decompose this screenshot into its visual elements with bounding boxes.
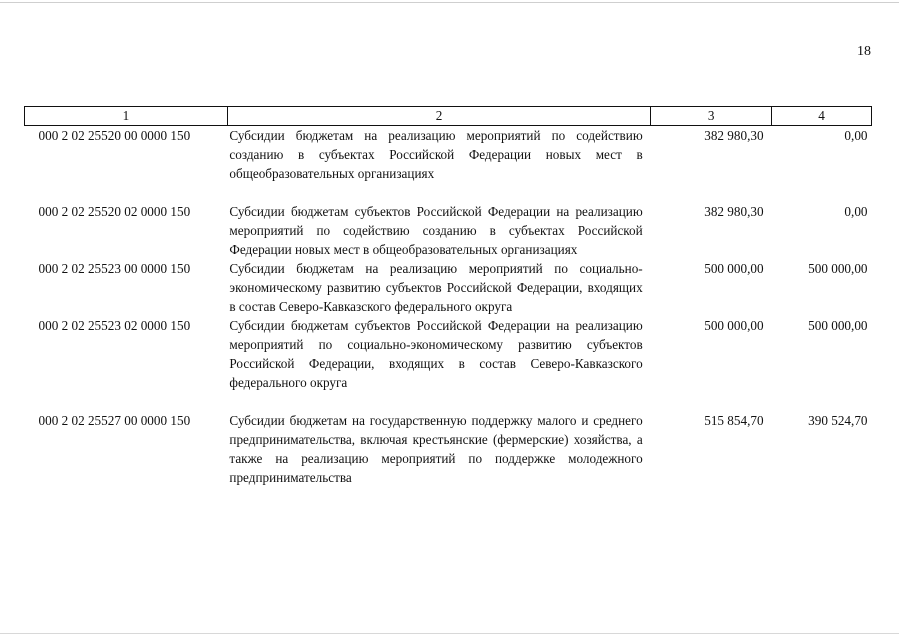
amount-column-3: 382 980,30 [704, 204, 764, 219]
budget-code: 000 2 02 25520 00 0000 150 [38, 128, 191, 143]
amount-column-4: 500 000,00 [808, 261, 868, 276]
row-description: Субсидии бюджетам субъектов Российской Федерации на реализацию мероприятий по социально-экономическому развитию субъектов Российской Федерации, входящих в состав Северо-Кавказского федерального округа [229, 318, 643, 390]
row-description: Субсидии бюджетам на реализацию мероприятий по содействию созданию в субъектах Российской Федерации новых мест в общеобразовательных организациях [229, 128, 643, 181]
column-header-4: 4 [772, 107, 872, 126]
table-row [25, 411, 872, 487]
amount-column-3: 500 000,00 [704, 261, 764, 276]
amount-column-4: 500 000,00 [808, 318, 868, 333]
amount-column-3: 515 854,70 [704, 413, 764, 428]
table-row [25, 202, 872, 259]
column-header-1: 1 [25, 107, 228, 126]
amount-column-3: 382 980,30 [704, 128, 764, 143]
table-row [25, 316, 872, 411]
amount-column-4: 0,00 [844, 204, 868, 219]
table-row [25, 126, 872, 203]
amount-column-4: 390 524,70 [808, 413, 868, 428]
budget-code: 000 2 02 25523 00 0000 150 [38, 261, 191, 276]
budget-code: 000 2 02 25520 02 0000 150 [38, 204, 191, 219]
scan-top-edge [0, 2, 899, 3]
budget-code: 000 2 02 25523 02 0000 150 [38, 318, 191, 333]
amount-column-3: 500 000,00 [704, 318, 764, 333]
table-row [25, 259, 872, 316]
scan-bottom-edge [0, 633, 899, 634]
column-header-3: 3 [651, 107, 772, 126]
row-description: Субсидии бюджетам на государственную поддержку малого и среднего предпринимательства, включая крестьянские (фермерские) хозяйства, а также на реализацию мероприятий по поддержке молодежного предпринимательства [229, 413, 643, 485]
row-description: Субсидии бюджетам на реализацию мероприятий по социально-экономическому развитию субъектов Российской Федерации, входящих в состав Северо-Кавказского федерального округа [229, 261, 643, 314]
budget-table [24, 106, 872, 487]
amount-column-4: 0,00 [844, 128, 868, 143]
page-number: 18 [857, 44, 871, 59]
column-header-2: 2 [227, 107, 650, 126]
budget-code: 000 2 02 25527 00 0000 150 [38, 413, 191, 428]
table-header-row [25, 107, 872, 126]
row-description: Субсидии бюджетам субъектов Российской Федерации на реализацию мероприятий по содействию созданию в субъектах Российской Федерации новых мест в общеобразовательных организациях [229, 204, 643, 257]
